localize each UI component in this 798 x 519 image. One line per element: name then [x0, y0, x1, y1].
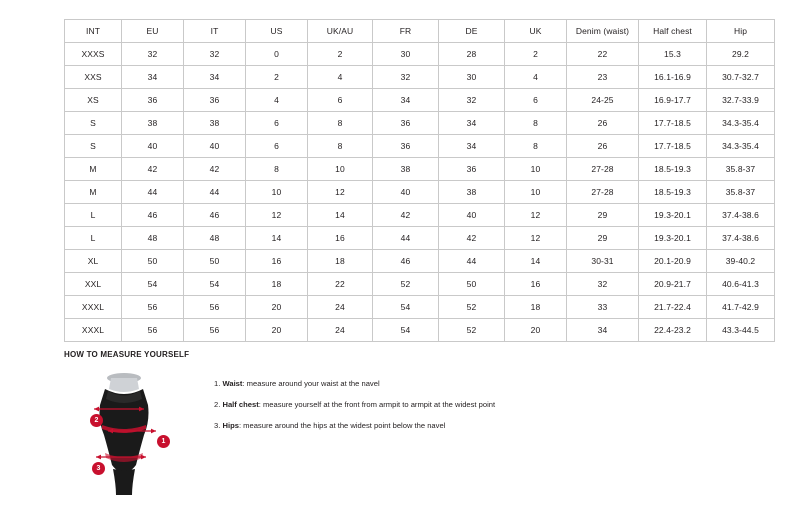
- cell-uk-au: 24: [308, 319, 373, 342]
- cell-int: M: [65, 158, 122, 181]
- cell-eu: 56: [122, 296, 184, 319]
- table-row: [65, 43, 775, 66]
- column-header-uk: UK: [505, 20, 567, 43]
- cell-int: XL: [65, 250, 122, 273]
- cell-it: 46: [184, 204, 246, 227]
- note-number: 1.: [214, 379, 221, 388]
- cell-int: XXS: [65, 66, 122, 89]
- size-table-container: [64, 19, 759, 342]
- cell-int: XS: [65, 89, 122, 112]
- cell-half-chest: 16.9-17.7: [639, 89, 707, 112]
- cell-half-chest: 15.3: [639, 43, 707, 66]
- cell-hip: 34.3-35.4: [707, 112, 775, 135]
- cell-hip: 34.3-35.4: [707, 135, 775, 158]
- cell-us: 10: [246, 181, 308, 204]
- cell-eu: 56: [122, 319, 184, 342]
- table-row: [65, 273, 775, 296]
- cell-half-chest: 20.1-20.9: [639, 250, 707, 273]
- cell-de: 52: [439, 319, 505, 342]
- how-to-measure-section: [64, 350, 764, 499]
- cell-uk-au: 14: [308, 204, 373, 227]
- cell-half-chest: 17.7-18.5: [639, 112, 707, 135]
- cell-us: 2: [246, 66, 308, 89]
- cell-int: S: [65, 112, 122, 135]
- cell-denim-waist: 26: [567, 135, 639, 158]
- note-term: Waist: [222, 379, 243, 388]
- cell-half-chest: 18.5-19.3: [639, 158, 707, 181]
- cell-us: 0: [246, 43, 308, 66]
- cell-uk: 10: [505, 181, 567, 204]
- cell-de: 30: [439, 66, 505, 89]
- cell-de: 36: [439, 158, 505, 181]
- cell-denim-waist: 26: [567, 112, 639, 135]
- cell-us: 20: [246, 296, 308, 319]
- cell-int: M: [65, 181, 122, 204]
- cell-de: 32: [439, 89, 505, 112]
- note-term: Half chest: [222, 400, 259, 410]
- cell-us: 6: [246, 112, 308, 135]
- cell-us: 20: [246, 319, 308, 342]
- note-number: 2.: [214, 400, 221, 410]
- cell-it: 42: [184, 158, 246, 181]
- cell-int: L: [65, 227, 122, 250]
- cell-it: 44: [184, 181, 246, 204]
- cell-uk-au: 16: [308, 227, 373, 250]
- cell-uk-au: 22: [308, 273, 373, 296]
- table-row: [65, 135, 775, 158]
- cell-denim-waist: 30-31: [567, 250, 639, 273]
- cell-us: 6: [246, 135, 308, 158]
- cell-uk: 18: [505, 296, 567, 319]
- table-header-row: [65, 20, 775, 43]
- cell-hip: 29.2: [707, 43, 775, 66]
- table-row: [65, 112, 775, 135]
- cell-fr: 54: [373, 296, 439, 319]
- table-row: [65, 296, 775, 319]
- note-text: : measure yourself at the front from armpit to armpit at the widest point: [258, 400, 496, 410]
- table-body: [65, 43, 775, 342]
- cell-uk: 8: [505, 135, 567, 158]
- cell-eu: 42: [122, 158, 184, 181]
- cell-eu: 40: [122, 135, 184, 158]
- note-text: : measure around the hips at the widest point below the navel: [238, 421, 446, 431]
- cell-de: 44: [439, 250, 505, 273]
- cell-eu: 44: [122, 181, 184, 204]
- cell-de: 38: [439, 181, 505, 204]
- cell-eu: 34: [122, 66, 184, 89]
- badge-hips: 3: [92, 462, 105, 475]
- cell-hip: 37.4-38.6: [707, 204, 775, 227]
- note-hips: [214, 421, 495, 430]
- cell-fr: 36: [373, 135, 439, 158]
- badge-waist: 1: [157, 435, 170, 448]
- cell-uk: 8: [505, 112, 567, 135]
- cell-us: 16: [246, 250, 308, 273]
- cell-int: L: [65, 204, 122, 227]
- column-header-hip: Hip: [707, 20, 775, 43]
- cell-half-chest: 16.1-16.9: [639, 66, 707, 89]
- column-header-uk-au: UK/AU: [308, 20, 373, 43]
- cell-eu: 32: [122, 43, 184, 66]
- cell-eu: 48: [122, 227, 184, 250]
- cell-fr: 38: [373, 158, 439, 181]
- cell-uk-au: 18: [308, 250, 373, 273]
- cell-hip: 41.7-42.9: [707, 296, 775, 319]
- column-header-it: IT: [184, 20, 246, 43]
- cell-denim-waist: 22: [567, 43, 639, 66]
- cell-denim-waist: 24-25: [567, 89, 639, 112]
- cell-it: 56: [184, 296, 246, 319]
- cell-fr: 32: [373, 66, 439, 89]
- cell-uk: 4: [505, 66, 567, 89]
- cell-half-chest: 22.4-23.2: [639, 319, 707, 342]
- measure-body: [64, 369, 764, 499]
- cell-uk-au: 24: [308, 296, 373, 319]
- column-header-us: US: [246, 20, 308, 43]
- cell-uk: 6: [505, 89, 567, 112]
- note-half-chest: [214, 400, 495, 409]
- cell-de: 40: [439, 204, 505, 227]
- cell-half-chest: 18.5-19.3: [639, 181, 707, 204]
- cell-it: 56: [184, 319, 246, 342]
- cell-denim-waist: 32: [567, 273, 639, 296]
- cell-half-chest: 17.7-18.5: [639, 135, 707, 158]
- table-row: [65, 204, 775, 227]
- cell-uk-au: 4: [308, 66, 373, 89]
- cell-fr: 52: [373, 273, 439, 296]
- cell-de: 42: [439, 227, 505, 250]
- cell-denim-waist: 27-28: [567, 158, 639, 181]
- cell-eu: 36: [122, 89, 184, 112]
- cell-uk-au: 8: [308, 112, 373, 135]
- table-row: [65, 250, 775, 273]
- cell-denim-waist: 23: [567, 66, 639, 89]
- cell-it: 40: [184, 135, 246, 158]
- cell-uk: 10: [505, 158, 567, 181]
- table-row: [65, 66, 775, 89]
- table-row: [65, 227, 775, 250]
- cell-denim-waist: 29: [567, 204, 639, 227]
- column-header-int: INT: [65, 20, 122, 43]
- cell-it: 48: [184, 227, 246, 250]
- cell-int: XXL: [65, 273, 122, 296]
- column-header-fr: FR: [373, 20, 439, 43]
- cell-fr: 46: [373, 250, 439, 273]
- cell-fr: 30: [373, 43, 439, 66]
- cell-us: 4: [246, 89, 308, 112]
- column-header-denim-waist: Denim (waist): [567, 20, 639, 43]
- cell-half-chest: 19.3-20.1: [639, 227, 707, 250]
- cell-eu: 50: [122, 250, 184, 273]
- cell-it: 36: [184, 89, 246, 112]
- cell-fr: 42: [373, 204, 439, 227]
- cell-uk: 16: [505, 273, 567, 296]
- cell-us: 18: [246, 273, 308, 296]
- cell-it: 54: [184, 273, 246, 296]
- cell-half-chest: 20.9-21.7: [639, 273, 707, 296]
- cell-fr: 36: [373, 112, 439, 135]
- cell-us: 8: [246, 158, 308, 181]
- cell-it: 38: [184, 112, 246, 135]
- cell-us: 14: [246, 227, 308, 250]
- cell-uk-au: 8: [308, 135, 373, 158]
- cell-us: 12: [246, 204, 308, 227]
- cell-hip: 30.7-32.7: [707, 66, 775, 89]
- cell-denim-waist: 27-28: [567, 181, 639, 204]
- table-row: [65, 181, 775, 204]
- cell-de: 34: [439, 135, 505, 158]
- cell-uk-au: 6: [308, 89, 373, 112]
- cell-uk: 20: [505, 319, 567, 342]
- note-text: : measure around your waist at the navel: [242, 379, 380, 388]
- cell-int: XXXL: [65, 296, 122, 319]
- cell-int: XXXS: [65, 43, 122, 66]
- cell-fr: 40: [373, 181, 439, 204]
- cell-it: 32: [184, 43, 246, 66]
- cell-de: 50: [439, 273, 505, 296]
- cell-fr: 44: [373, 227, 439, 250]
- badge-half-chest: 2: [90, 414, 103, 427]
- cell-uk: 14: [505, 250, 567, 273]
- cell-it: 50: [184, 250, 246, 273]
- note-term: Hips: [222, 421, 239, 431]
- cell-fr: 34: [373, 89, 439, 112]
- cell-uk-au: 12: [308, 181, 373, 204]
- cell-de: 34: [439, 112, 505, 135]
- cell-int: S: [65, 135, 122, 158]
- table-row: [65, 89, 775, 112]
- cell-hip: 40.6-41.3: [707, 273, 775, 296]
- cell-eu: 46: [122, 204, 184, 227]
- cell-hip: 32.7-33.9: [707, 89, 775, 112]
- table-row: [65, 319, 775, 342]
- cell-denim-waist: 33: [567, 296, 639, 319]
- cell-half-chest: 21.7-22.4: [639, 296, 707, 319]
- table-row: [65, 158, 775, 181]
- cell-de: 52: [439, 296, 505, 319]
- note-number: 3.: [214, 421, 221, 431]
- cell-int: XXXL: [65, 319, 122, 342]
- section-title: HOW TO MEASURE YOURSELF: [64, 350, 190, 359]
- cell-eu: 38: [122, 112, 184, 135]
- cell-half-chest: 19.3-20.1: [639, 204, 707, 227]
- cell-hip: 35.8-37: [707, 158, 775, 181]
- cell-denim-waist: 29: [567, 227, 639, 250]
- measure-notes: [214, 369, 495, 442]
- cell-hip: 37.4-38.6: [707, 227, 775, 250]
- column-header-half-chest: Half chest: [639, 20, 707, 43]
- cell-hip: 43.3-44.5: [707, 319, 775, 342]
- cell-it: 34: [184, 66, 246, 89]
- cell-fr: 54: [373, 319, 439, 342]
- cell-hip: 35.8-37: [707, 181, 775, 204]
- cell-uk: 2: [505, 43, 567, 66]
- cell-de: 28: [439, 43, 505, 66]
- mannequin-illustration: [64, 369, 184, 499]
- cell-uk: 12: [505, 204, 567, 227]
- column-header-eu: EU: [122, 20, 184, 43]
- cell-eu: 54: [122, 273, 184, 296]
- cell-denim-waist: 34: [567, 319, 639, 342]
- cell-uk-au: 2: [308, 43, 373, 66]
- note-waist: [214, 379, 495, 388]
- cell-uk: 12: [505, 227, 567, 250]
- cell-hip: 39-40.2: [707, 250, 775, 273]
- size-conversion-table: [64, 19, 775, 342]
- mannequin-figure: [64, 369, 184, 499]
- cell-uk-au: 10: [308, 158, 373, 181]
- column-header-de: DE: [439, 20, 505, 43]
